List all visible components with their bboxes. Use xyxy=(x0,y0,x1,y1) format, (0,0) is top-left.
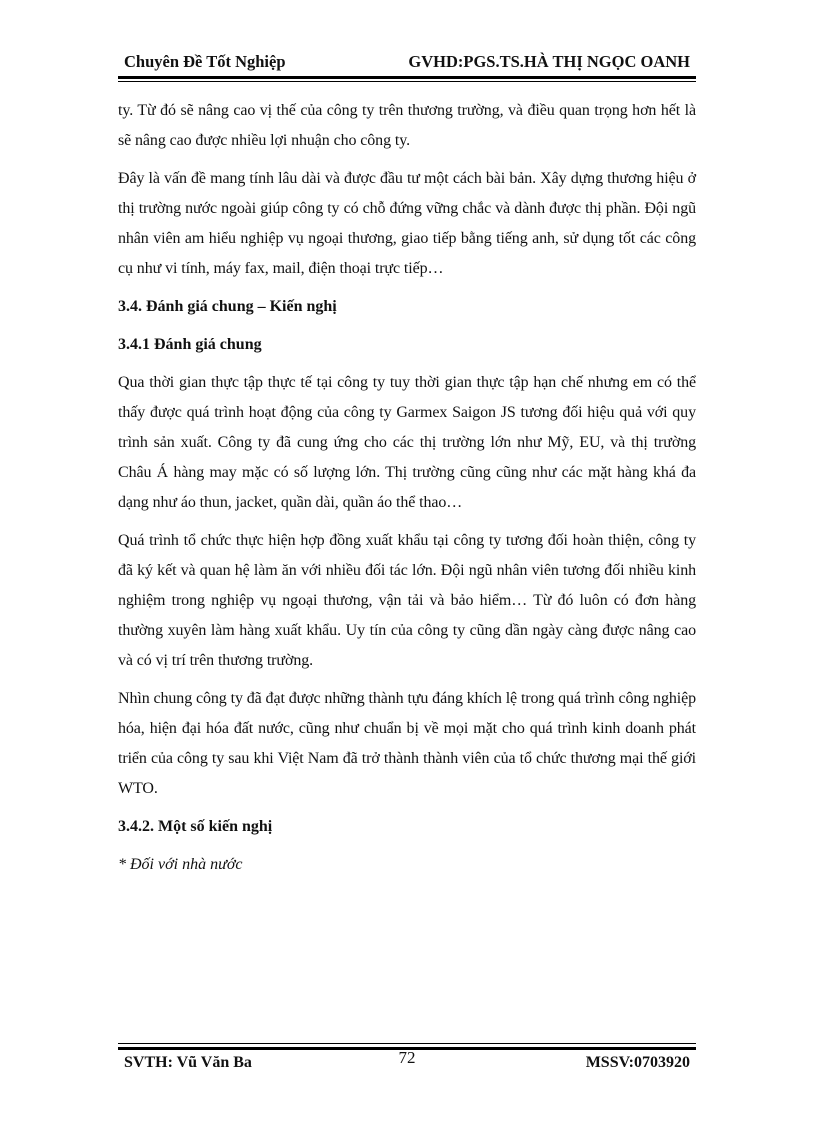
page-header xyxy=(118,50,696,76)
page-footer xyxy=(118,1048,696,1078)
footer-student-id: MSSV:0703920 xyxy=(585,1054,690,1071)
section-heading: 3.4. Đánh giá chung – Kiến nghị xyxy=(118,298,337,315)
italic-subheading: * Đối với nhà nước xyxy=(118,856,243,873)
footer-student-name: SVTH: Vũ Văn Ba xyxy=(124,1054,252,1071)
page-number: 72 xyxy=(398,1048,416,1067)
subsection-heading: 3.4.2. Một số kiến nghị xyxy=(118,818,273,835)
header-supervisor: GVHD:PGS.TS.HÀ THỊ NGỌC OANH xyxy=(408,52,690,71)
body-paragraph: Quá trình tổ chức thực hiện hợp đồng xuất khẩu tại công ty tương đối hoàn thiện, công ty đã ký kết và quan hệ làm ăn với nhiều đối tác lớn. Đội ngũ nhân viên tương đối nhiều kinh nghiệm trong nghiệp vụ ngoại thương, vận tải và bảo hiểm… Từ đó luôn có đơn hàng thường xuyên làm hàng xuất khẩu. Uy tín của công ty cũng dần ngày càng được nâng cao và có vị trí trên thương trường. xyxy=(118,532,696,669)
page-body xyxy=(118,96,696,880)
header-rule-thin xyxy=(118,81,696,82)
header-rule-thick xyxy=(118,76,696,79)
footer-rule-thin xyxy=(118,1043,696,1044)
body-paragraph: Qua thời gian thực tập thực tế tại công ty tuy thời gian thực tập hạn chế nhưng em có thể thấy được quá trình hoạt động của công ty Garmex Saigon JS tương đối hiệu quả với quy trình sản xuất. Công ty đã cung ứng cho các thị trường lớn như Mỹ, EU, và thị trường Châu Á hàng may mặc có số lượng lớn. Thị trường cũng cũng như các mặt hàng khá đa dạng như áo thun, jacket, quần dài, quần áo thể thao… xyxy=(118,374,696,511)
body-paragraph: Đây là vấn đề mang tính lâu dài và được đầu tư một cách bài bản. Xây dựng thương hiệu ở thị trường nước ngoài giúp công ty có chỗ đứng vững chắc và dành được thị phần. Đội ngũ nhân viên am hiểu nghiệp vụ ngoại thương, giao tiếp bằng tiếng anh, sử dụng tốt các công cụ như vi tính, máy fax, mail, điện thoại trực tiếp… xyxy=(118,170,696,277)
body-paragraph: ty. Từ đó sẽ nâng cao vị thế của công ty trên thương trường, và điều quan trọng hơn hết là sẽ nâng cao được nhiều lợi nhuận cho công ty. xyxy=(118,102,696,149)
header-document-type: Chuyên Đề Tốt Nghiệp xyxy=(124,52,286,71)
subsection-heading: 3.4.1 Đánh giá chung xyxy=(118,336,262,353)
body-paragraph: Nhìn chung công ty đã đạt được những thành tựu đáng khích lệ trong quá trình công nghiệp hóa, hiện đại hóa đất nước, cũng như chuẩn bị về mọi mặt cho quá trình kinh doanh phát triển của công ty sau khi Việt Nam đã trở thành thành viên của tổ chức thương mại thế giới WTO. xyxy=(118,690,697,797)
